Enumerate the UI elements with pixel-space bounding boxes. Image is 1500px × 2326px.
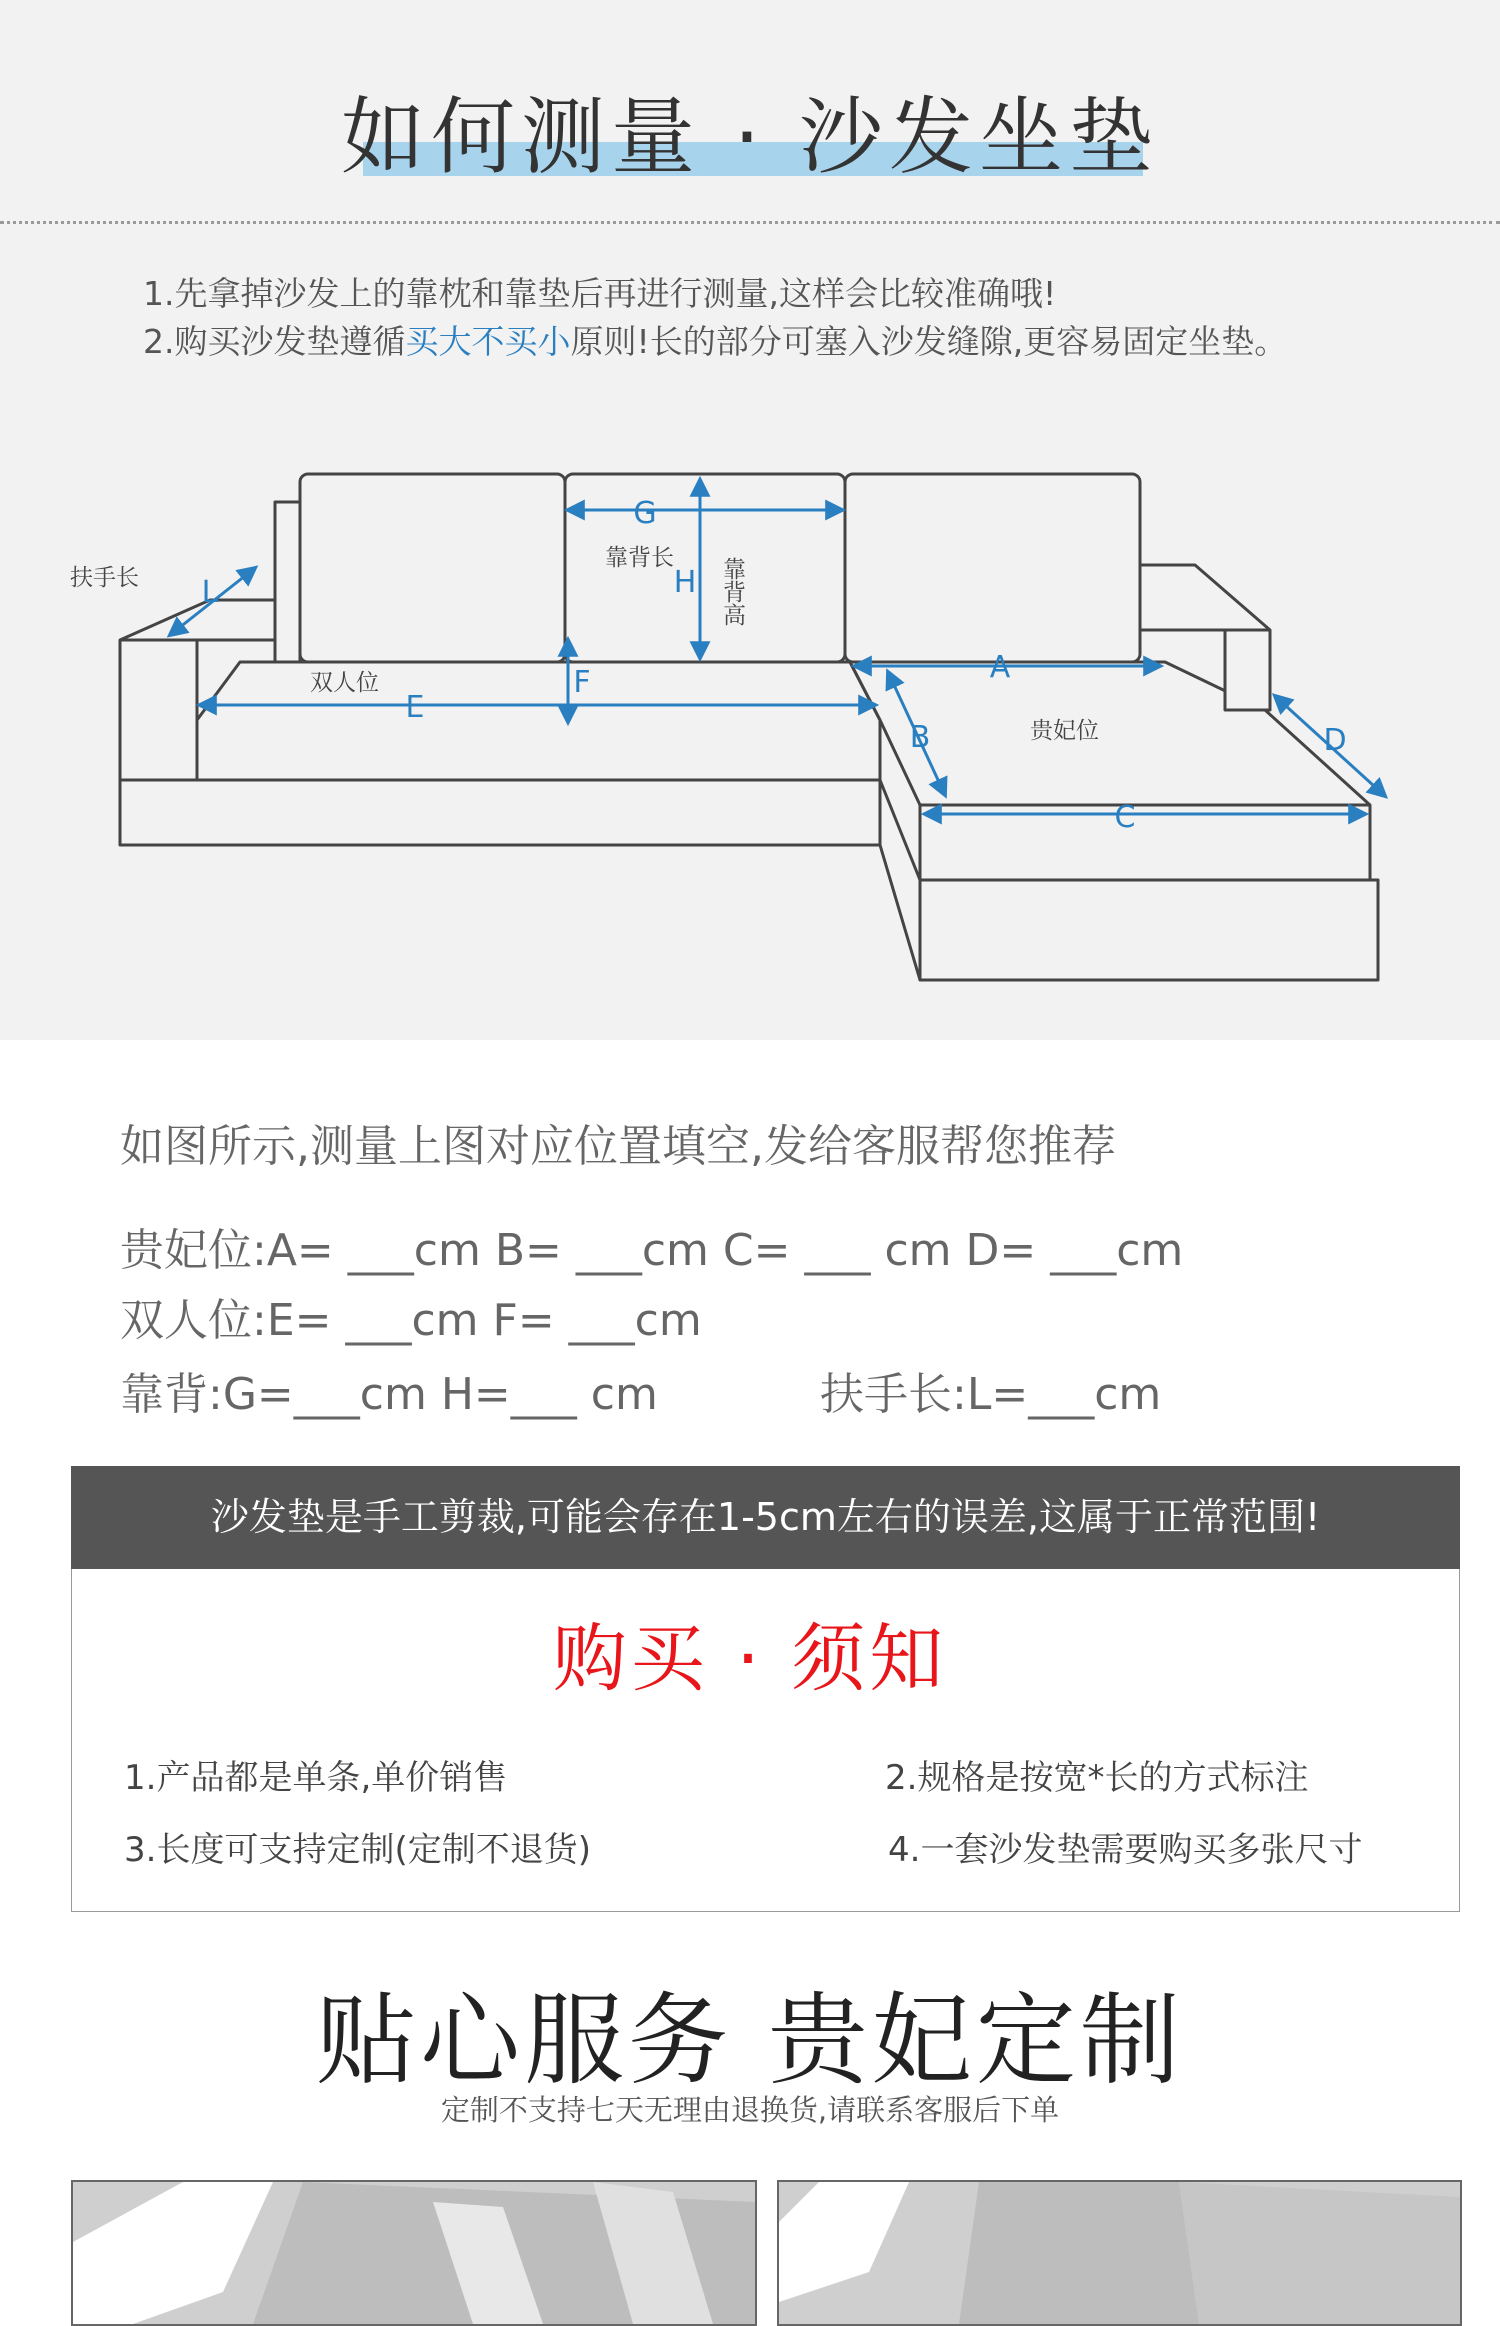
sofa-photo-right [777, 2180, 1462, 2326]
sofa-seat [197, 662, 880, 780]
tip-1: 1.先拿掉沙发上的靠枕和靠垫后再进行测量,这样会比较准确哦! [143, 274, 1057, 313]
letter-d: D [1323, 723, 1347, 758]
chaise-label: 贵妃位 [1030, 718, 1099, 744]
double-seat-label: 双人位 [310, 670, 379, 696]
fill-double: 双人位:E= ___cm F= ___cm [120, 1295, 702, 1346]
letter-g: G [633, 496, 657, 531]
notice-item-1: 1.产品都是单条,单价销售 [124, 1758, 508, 1798]
tip-2-pre: 2.购买沙发垫遵循 [143, 322, 406, 361]
service-title: 贴心服务 贵妃定制 [316, 1982, 1184, 2099]
tip-2 [143, 316, 1287, 363]
notice-title: 购买 · 须知 [552, 1616, 948, 1702]
letter-b: B [909, 720, 931, 755]
letter-a: A [989, 650, 1011, 685]
page-title: 如何测量 · 沙发坐垫 [340, 88, 1160, 186]
dotted-divider [0, 221, 1500, 224]
letter-l: L [201, 575, 219, 610]
letter-f: F [573, 665, 591, 700]
fill-chaise: 贵妃位:A= ___cm B= ___cm C= ___ cm D= ___cm [120, 1225, 1184, 1276]
tip-2-highlight: 买大不买小 [405, 322, 571, 361]
notice-item-2: 2.规格是按宽*长的方式标注 [885, 1758, 1309, 1798]
back-cushion-3 [845, 474, 1140, 662]
backrest-length-label: 靠背长 [605, 545, 674, 571]
back-cushion-1 [300, 474, 565, 662]
notice-item-3: 3.长度可支持定制(定制不退货) [124, 1830, 591, 1870]
fill-backrest: 靠背:G=___cm H=___ cm [120, 1369, 658, 1420]
chaise-seat [850, 662, 1370, 880]
sofa-photo-left [71, 2180, 757, 2326]
backrest-height-label: 靠背高 [719, 557, 745, 626]
sofa-back [275, 502, 300, 662]
fill-armrest: 扶手长:L=___cm [820, 1369, 1162, 1420]
tip-2-post: 原则!长的部分可塞入沙发缝隙,更容易固定坐垫。 [570, 322, 1288, 361]
letter-h: H [673, 565, 697, 600]
letter-e: E [405, 690, 425, 725]
fill-intro: 如图所示,测量上图对应位置填空,发给客服帮您推荐 [120, 1121, 1116, 1172]
sofa-diagram [60, 440, 1400, 1000]
error-note-bar: 沙发垫是手工剪裁,可能会存在1-5cm左右的误差,这属于正常范围! [71, 1466, 1460, 1569]
service-subtitle: 定制不支持七天无理由退换货,请联系客服后下单 [440, 2093, 1060, 2127]
armrest-label: 扶手长 [70, 565, 139, 591]
sofa-base-front [120, 780, 880, 845]
notice-item-4: 4.一套沙发垫需要购买多张尺寸 [888, 1830, 1363, 1870]
letter-c: C [1114, 800, 1136, 835]
